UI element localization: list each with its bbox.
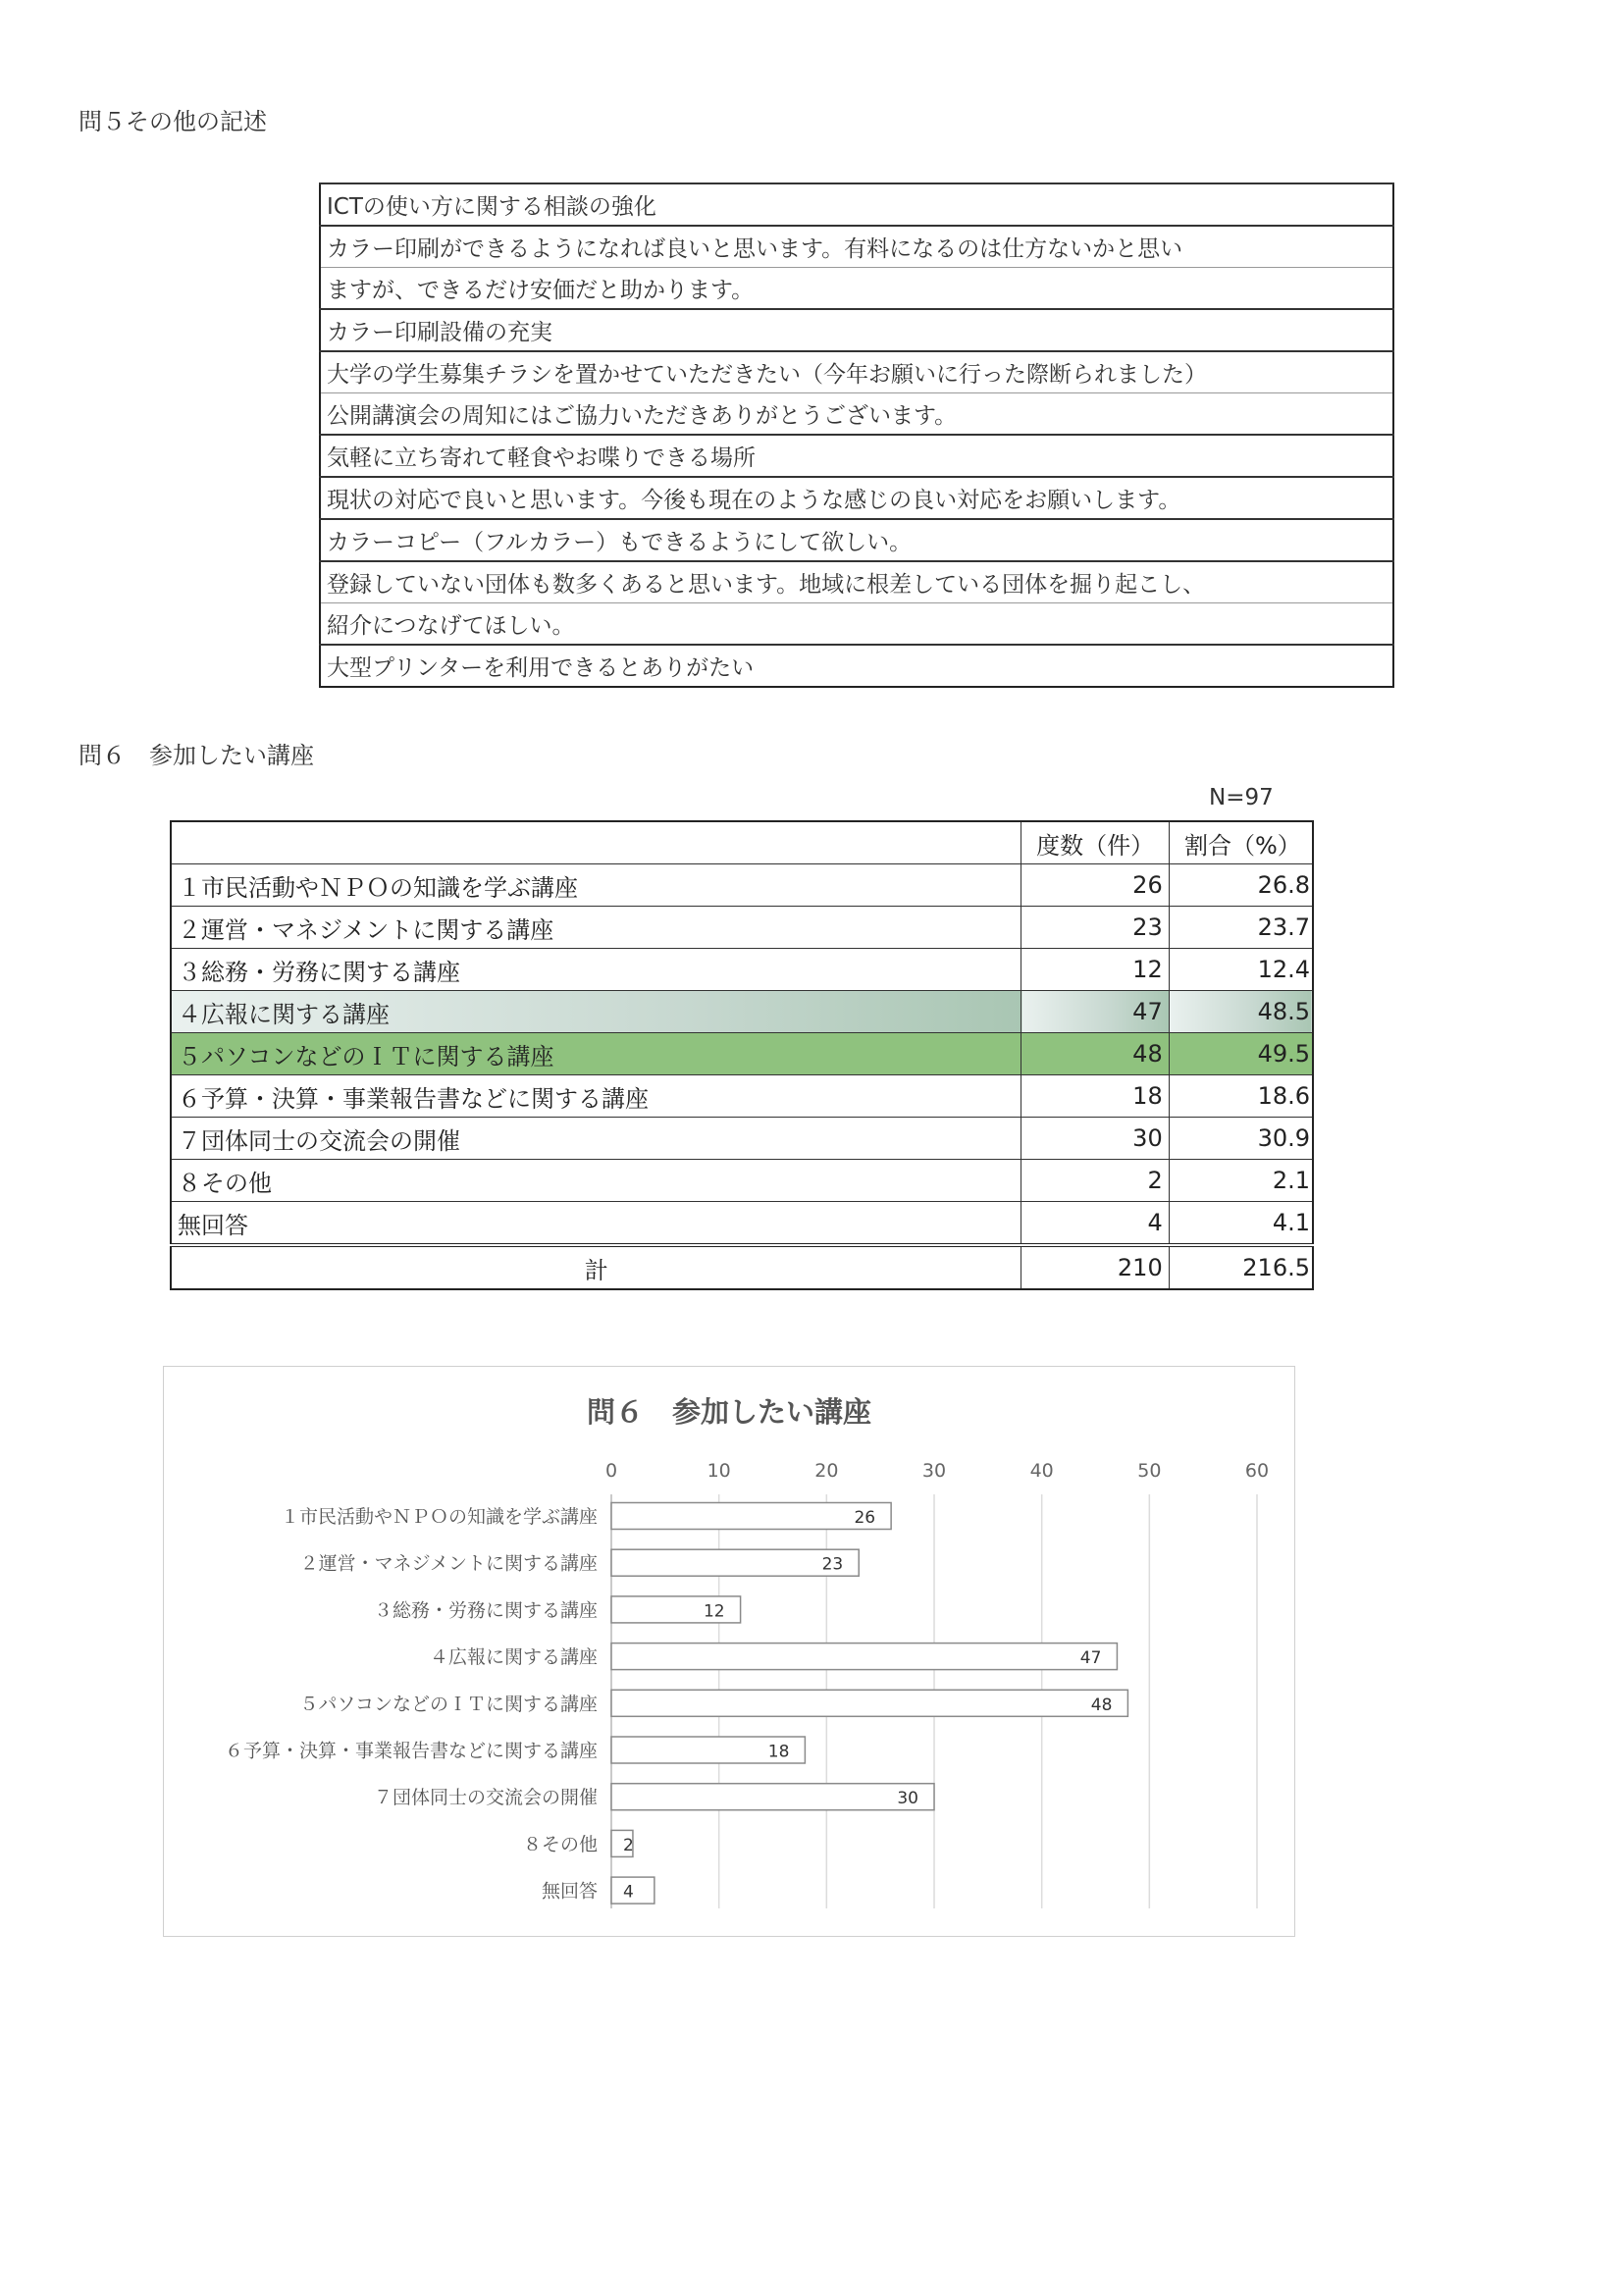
header-label (171, 821, 1021, 864)
comment-text: 現状の対応で良いと思います。今後も現在のような感じの良い対応をお願いします。 (320, 477, 1393, 519)
comment-text: カラー印刷ができるようになれば良いと思います。有料になるのは仕方ないかと思い (320, 226, 1393, 268)
row-percent: 2.1 (1169, 1160, 1313, 1202)
comment-row (320, 393, 1393, 436)
chart-category-label: ７団体同士の交流会の開催 (373, 1787, 598, 1809)
row-count: 30 (1021, 1118, 1169, 1160)
chart-category-label: ３総務・労務に関する講座 (373, 1599, 598, 1622)
row-percent: 49.5 (1169, 1033, 1313, 1075)
x-tick-label: 60 (1244, 1460, 1270, 1482)
x-tick-label: 20 (814, 1460, 839, 1482)
comment-text: 紹介につなげてほしい。 (320, 603, 1393, 646)
row-percent: 18.6 (1169, 1075, 1313, 1118)
chart-data-label: 12 (703, 1601, 725, 1622)
total-count: 210 (1021, 1245, 1169, 1289)
comment-row (320, 561, 1393, 603)
header-percent: 割合（%） (1169, 821, 1313, 864)
row-count: 26 (1021, 864, 1169, 907)
table-total-row (171, 1245, 1313, 1289)
comment-row (320, 603, 1393, 646)
comment-row (320, 519, 1393, 561)
row-percent: 48.5 (1169, 991, 1313, 1033)
x-tick-label: 0 (604, 1460, 618, 1482)
row-percent: 30.9 (1169, 1118, 1313, 1160)
chart-data-label: 23 (821, 1554, 844, 1575)
row-label: ５パソコンなどのＩＴに関する講座 (171, 1033, 1021, 1075)
comment-row (320, 183, 1393, 226)
x-tick-label: 50 (1137, 1460, 1162, 1482)
comment-text: ICTの使い方に関する相談の強化 (320, 183, 1393, 226)
chart-data-label: 47 (1079, 1648, 1102, 1669)
chart-data-label: 18 (767, 1742, 790, 1762)
comment-text: 登録していない団体も数多くあると思います。地域に根差している団体を掘り起こし、 (320, 561, 1393, 603)
row-label: ８その他 (171, 1160, 1021, 1202)
comment-row (320, 351, 1393, 393)
chart-category-label: ４広報に関する講座 (429, 1646, 598, 1669)
row-label: ２運営・マネジメントに関する講座 (171, 907, 1021, 949)
chart-svg (164, 1367, 1294, 1936)
row-label: 無回答 (171, 1202, 1021, 1246)
comment-row (320, 645, 1393, 687)
row-label: １市民活動やＮＰＯの知識を学ぶ講座 (171, 864, 1021, 907)
table-row (171, 1202, 1313, 1246)
comment-text: 大型プリンターを利用できるとありがたい (320, 645, 1393, 687)
chart-bar (611, 1503, 891, 1530)
comment-row (320, 435, 1393, 477)
q5-comments-table (319, 183, 1394, 688)
row-label: ３総務・労務に関する講座 (171, 949, 1021, 991)
row-count: 18 (1021, 1075, 1169, 1118)
chart-category-label: ５パソコンなどのＩＴに関する講座 (299, 1693, 598, 1715)
chart-category-label: ２運営・マネジメントに関する講座 (299, 1552, 598, 1575)
row-count: 12 (1021, 949, 1169, 991)
q5-title: 問５その他の記述 (79, 108, 267, 135)
row-percent: 4.1 (1169, 1202, 1313, 1246)
row-label: ７団体同士の交流会の開催 (171, 1118, 1021, 1160)
table-row (171, 1075, 1313, 1118)
chart-title: 問６ 参加したい講座 (586, 1395, 872, 1429)
chart-data-label: 2 (623, 1835, 634, 1855)
comment-row (320, 477, 1393, 519)
comment-text: 公開講演会の周知にはご協力いただきありがとうございます。 (320, 393, 1393, 436)
row-count: 23 (1021, 907, 1169, 949)
row-label: ４広報に関する講座 (171, 991, 1021, 1033)
chart-data-label: 30 (897, 1789, 918, 1809)
row-percent: 12.4 (1169, 949, 1313, 991)
chart-category-label: ６予算・決算・事業報告書などに関する講座 (224, 1740, 598, 1762)
chart-category-label: １市民活動やＮＰＯの知識を学ぶ講座 (280, 1506, 598, 1528)
comment-text: カラーコピー（フルカラー）もできるようにして欲しい。 (320, 519, 1393, 561)
total-label: 計 (171, 1245, 1021, 1289)
table-row (171, 864, 1313, 907)
sample-size-label: N=97 (1209, 785, 1274, 810)
table-row (171, 907, 1313, 949)
row-count: 48 (1021, 1033, 1169, 1075)
table-row-highlight-secondary (171, 991, 1313, 1033)
chart-data-label: 48 (1090, 1695, 1113, 1715)
chart-bar (611, 1690, 1127, 1716)
q6-bar-chart (163, 1366, 1295, 1937)
table-row (171, 1160, 1313, 1202)
row-count: 4 (1021, 1202, 1169, 1246)
table-row (171, 1118, 1313, 1160)
chart-category-label: ８その他 (522, 1833, 598, 1855)
comment-text: 大学の学生募集チラシを置かせていただきたい（今年お願いに行った際断られました） (320, 351, 1393, 393)
comment-text: 気軽に立ち寄れて軽食やお喋りできる場所 (320, 435, 1393, 477)
row-percent: 23.7 (1169, 907, 1313, 949)
x-tick-label: 40 (1029, 1460, 1054, 1482)
q6-stats-table (170, 820, 1314, 1290)
row-count: 47 (1021, 991, 1169, 1033)
comment-row (320, 309, 1393, 351)
x-tick-label: 10 (707, 1460, 731, 1482)
chart-data-label: 26 (854, 1508, 876, 1528)
chart-bar (611, 1784, 934, 1810)
comment-row (320, 226, 1393, 268)
row-label: ６予算・決算・事業報告書などに関する講座 (171, 1075, 1021, 1118)
table-row (171, 949, 1313, 991)
comment-row (320, 268, 1393, 310)
x-tick-label: 30 (921, 1460, 947, 1482)
table-row-highlight-primary (171, 1033, 1313, 1075)
total-percent: 216.5 (1169, 1245, 1313, 1289)
chart-category-label: 無回答 (541, 1880, 598, 1903)
header-count: 度数（件） (1021, 821, 1169, 864)
row-percent: 26.8 (1169, 864, 1313, 907)
q6-title: 問６ 参加したい講座 (79, 742, 314, 769)
comment-text: カラー印刷設備の充実 (320, 309, 1393, 351)
chart-bar (611, 1644, 1117, 1670)
row-count: 2 (1021, 1160, 1169, 1202)
chart-data-label: 4 (623, 1882, 634, 1903)
comment-text: ますが、できるだけ安価だと助かります。 (320, 268, 1393, 310)
table-header-row (171, 821, 1313, 864)
